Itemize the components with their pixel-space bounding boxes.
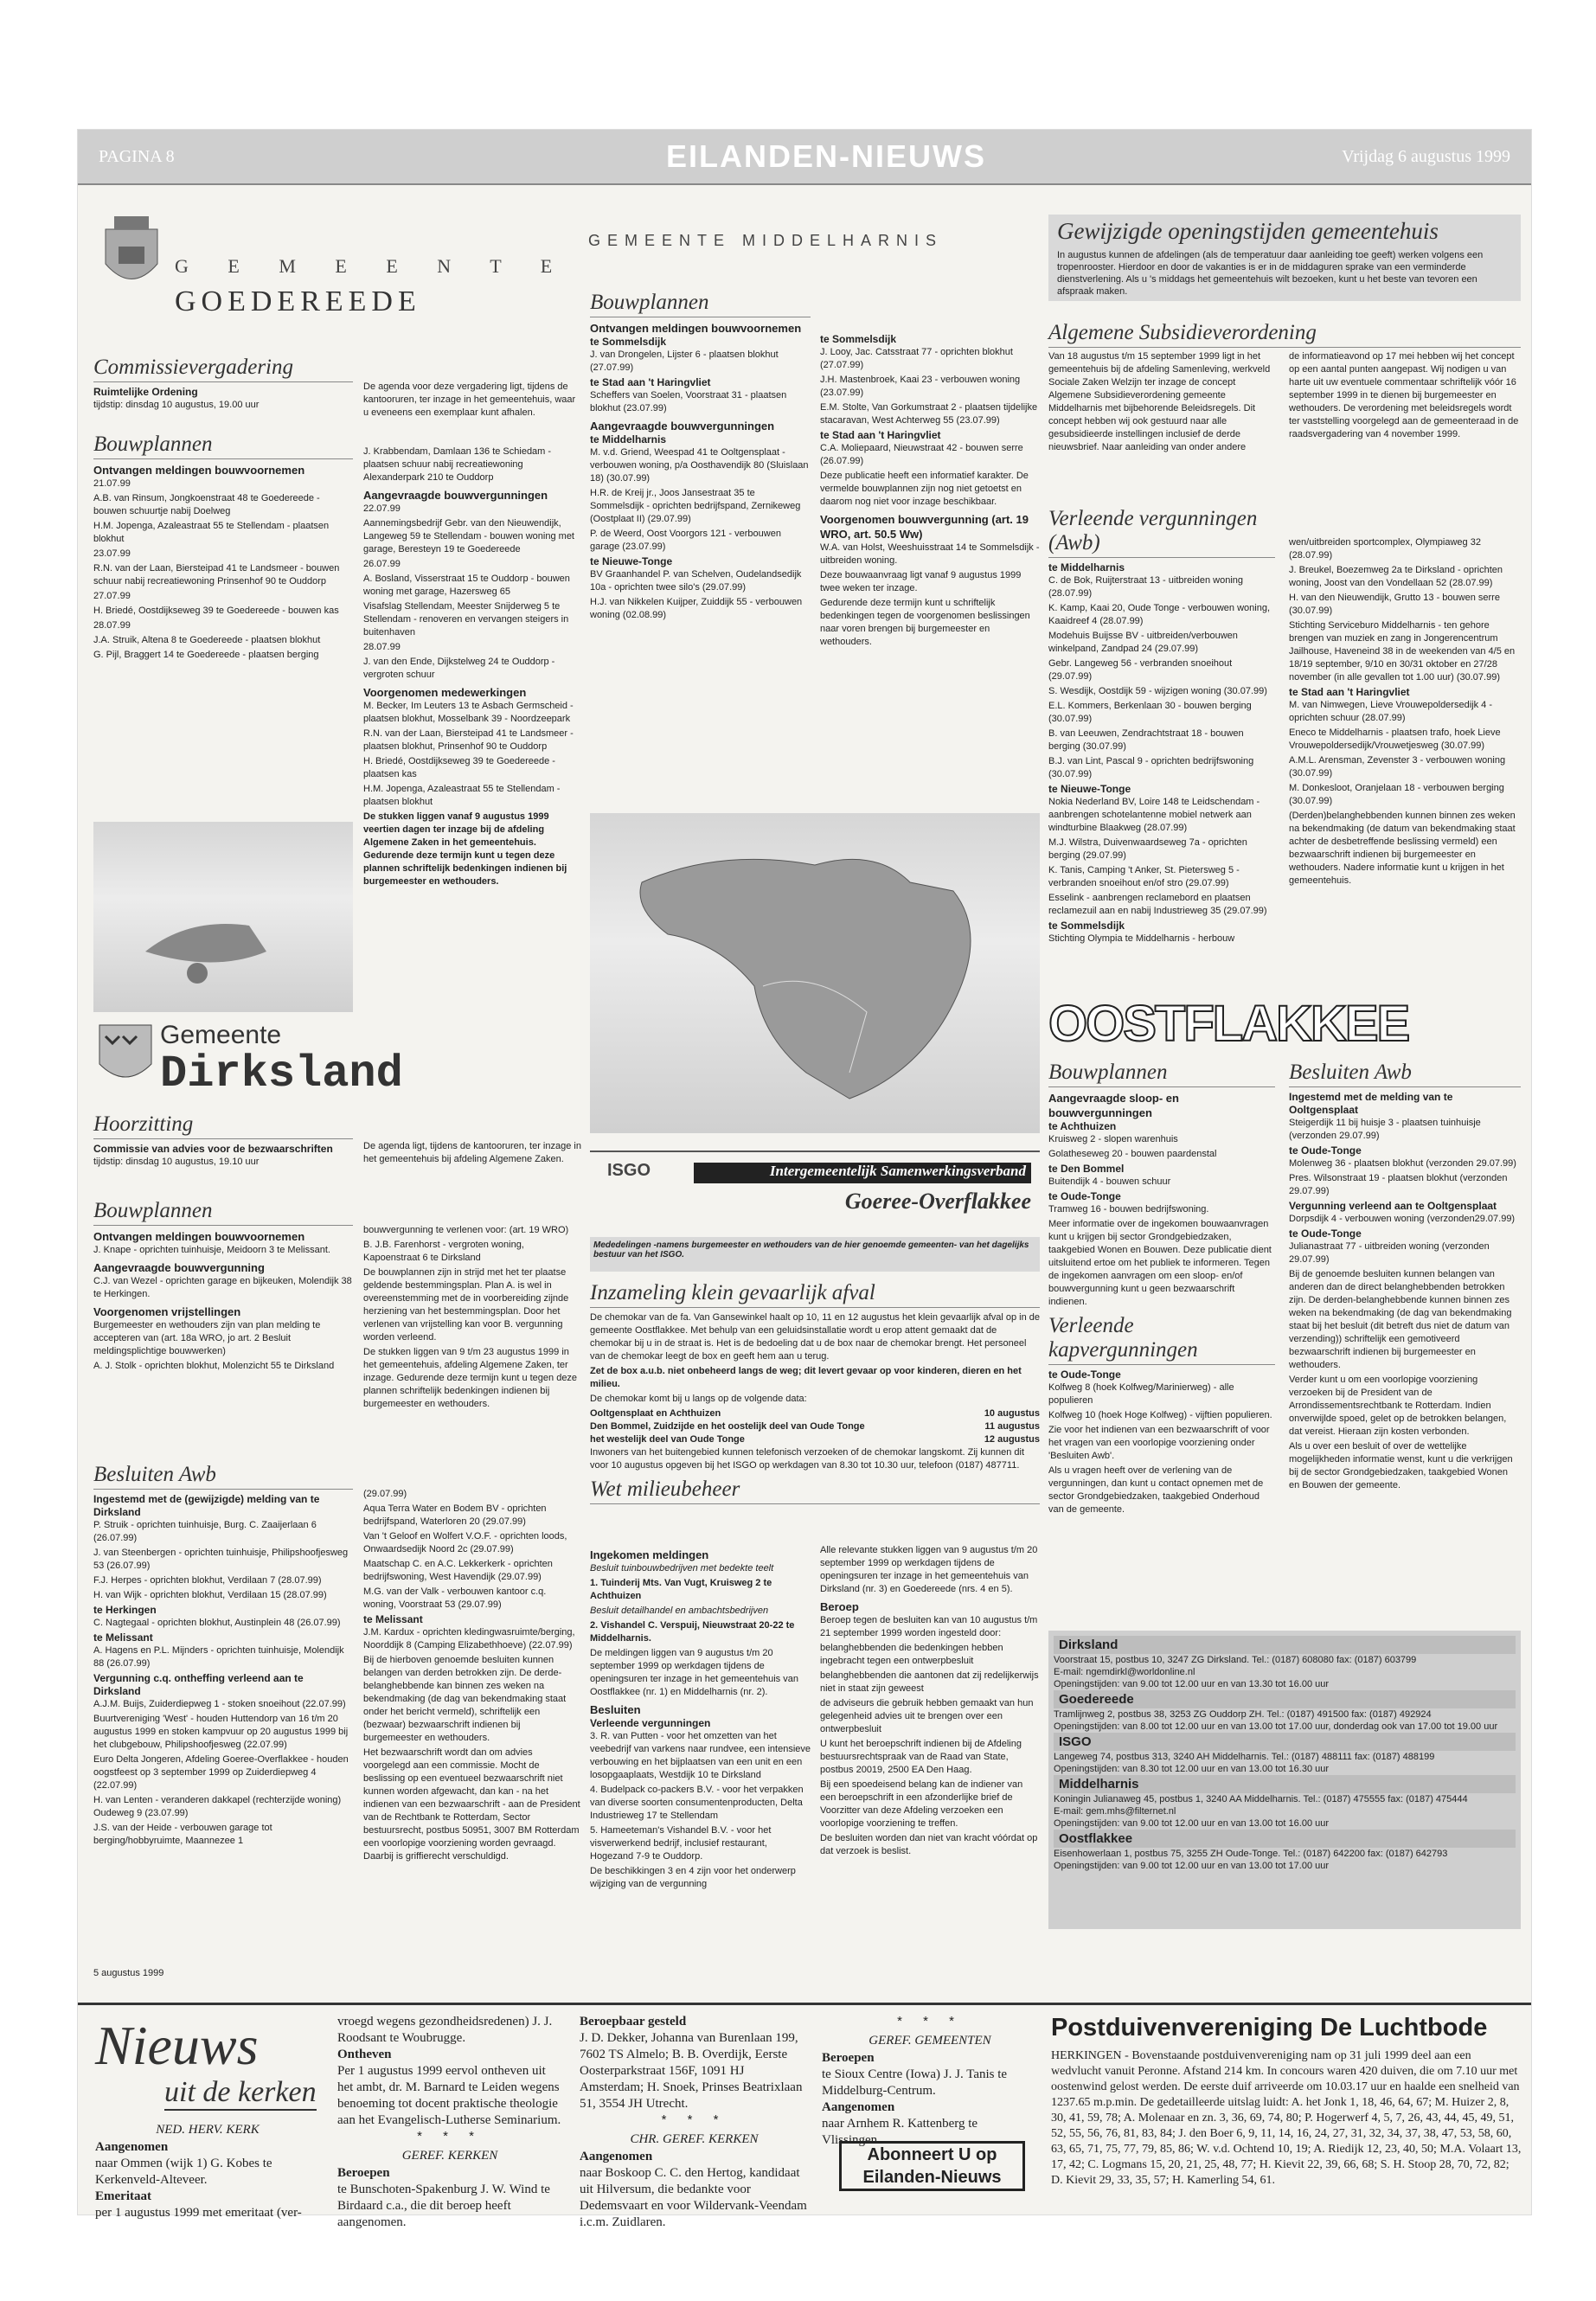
oostflakkee-left — [1048, 1055, 1275, 1515]
subhead: Beroepen — [337, 2166, 390, 2180]
item: 28.07.99 — [363, 642, 401, 652]
item: Tramweg 16 - bouwen bedrijfswoning. — [1048, 1204, 1209, 1215]
item: De besluiten worden dan niet van kracht vóórdat op dat verzoek is beslist. — [820, 1833, 1038, 1856]
subhead: Aangevraagde bouwvergunningen — [363, 489, 548, 502]
item: C. de Bok, Ruijterstraat 13 - uitbreiden woning (28.07.99) — [1048, 575, 1244, 599]
item: Deze publicatie heeft een informatief karakter. De vermelde bouwplannen zijn nog niet getoetst en daarom nog niet voor inzage beschikbaar. — [820, 471, 1029, 507]
inz-text: De chemokar van de fa. Van Gansewinkel haalt op 10, 11 en 12 augustus het klein gevaarlijk afval op in de gemeente Oostflakkee. Met behulp van een geluidsinstallatie wordt u erop attent gemaakt dat de chemokar bij u in de straat is. Het is de bedoeling dat u de box naar de chemokar brengt. Het personeel van de chemokar leegt de box en geeft hem aan u terug. — [590, 1312, 1040, 1362]
item: A.J.M. Buijs, Zuiderdiepweg 1 - stoken snoeihout (22.07.99) — [93, 1699, 346, 1709]
item: Buitendijk 4 - bouwen schuur — [1048, 1176, 1171, 1187]
item: M.J. Wilstra, Duivenwaardseweg 7a - oprichten berging (29.07.99) — [1048, 837, 1247, 861]
item: Besluit detailhandel en ambachtsbedrijven — [590, 1606, 769, 1616]
item: G. Pijl, Braggert 14 te Goedereede - plaatsen berging — [93, 650, 319, 660]
dirksland-crest — [95, 1021, 156, 1090]
subhead: Ingestemd met de melding van te Ooltgensplaat — [1289, 1091, 1453, 1116]
item: Maatschap C. en A.C. Lekkerkerk - oprichten bedrijfswoning, West Havendijk (29.07.99) — [363, 1559, 553, 1582]
item: H.M. Jopenga, Azaleastraat 55 te Stellendam - plaatsen blokhut — [93, 521, 330, 544]
item: Visafslag Stellendam, Meester Snijderweg 5 te Stellendam - renoveren en vervangen steigers in buitenhaven — [363, 601, 569, 638]
inz-inwoners: Inwoners van het buitengebied kunnen telefonisch verzoeken of de chemokar langskomt. Zij kunnen dit voor 10 augustus opgeven bij het ISGO op werkdagen van 8.30 tot 10.30 uur, telefoon (0187) 487711. — [590, 1447, 1025, 1471]
item: Stichting Serviceburo Middelharnis - ten gehore brengen van muziek en zang in Jongerencentrum Jailhouse, Haveneind 38 in de weekenden van 4/5 en 18/19 september, 9/10 en 30/31 oktober en 27/28 november (in alle gevallen tot 1.00 uur) (30.07.99) — [1289, 620, 1516, 683]
item: Deze bouwaanvraag ligt vanaf 9 augustus 1999 twee weken ter inzage. — [820, 570, 1022, 593]
item: Scheffers van Soelen, Voorstraat 31 - plaatsen blokhut (23.07.99) — [590, 390, 787, 413]
item: naar Arnhem R. Kattenberg te Vlissingen. — [822, 2117, 978, 2147]
isgo-header — [590, 1150, 1040, 1234]
subhead: te Oude-Tonge — [1289, 1227, 1362, 1240]
oostflakkee-logo: OOSTFLAKKEE — [1048, 996, 1409, 1052]
subhead: Voorgenomen vrijstellingen — [93, 1305, 241, 1318]
item: S. Wesdijk, Oostdijk 59 - wijzigen woning (30.07.99) — [1048, 686, 1267, 696]
of-sub: Aangevraagde sloop- en bouwvergunningen — [1048, 1092, 1179, 1119]
schedule-area: Den Bommel, Zuidzijde en het oostelijk deel van Oude Tonge — [590, 1421, 865, 1432]
item: 21.07.99 — [93, 478, 131, 489]
kerken-col2 — [337, 2014, 562, 2231]
item: K. Tanis, Camping 't Anker, St. Pietersweg 5 - verbranden snoeihout en/of stro (29.07.99) — [1048, 865, 1240, 888]
item: Het bezwaarschrift wordt dan om advies voorgelegd aan een commissie. Mocht de beslissing op een eventueel bezwaarschrift niet kunnen worden afgewacht, dan kan - na het indienen van een bezwaarschrift - aan de President van de Rechtbank te Rotterdam, Sector bestuursrecht, postbus 50951, 3007 BM Rotterdam een voorlopige voorziening worden gevraagd. Daarbij is griffierecht verschuldigd. — [363, 1747, 580, 1862]
hoor-line: tijdstip: dinsdag 10 augustus, 19.10 uur — [93, 1157, 260, 1167]
item: 22.07.99 — [363, 503, 401, 514]
subhead: Aangevraagde bouwvergunning — [93, 1261, 265, 1274]
subsidie-right-text: de informatieavond op 17 mei hebben wij het concept op een aantal punten aangepast. Wij nodigen u van harte uit uw eventuele commentaar schriftelijk vóór 16 september 1999 in te dienen bij burgemeester en wethouders. De verordening met beleidsregels wordt ter vaststelling voorgelegd aan de gemeenteraad in de raadsvergadering van 4 november 1999. — [1289, 351, 1519, 439]
subhead: Aangenomen — [822, 2100, 895, 2114]
item: Beroep tegen de besluiten kan van 10 augustus t/m 21 september 1999 worden ingesteld door: — [820, 1615, 1038, 1638]
item: Euro Delta Jongeren, Afdeling Goeree-Overflakkee - houden oogstfeest op 3 september 1999 op Zuiderdiepweg 4 (22.07.99) — [93, 1754, 349, 1791]
subhead: Vergunning verleend aan te Ooltgensplaat — [1289, 1200, 1497, 1212]
item: Julianastraat 77 - uitbreiden woning (verzonden 29.07.99) — [1289, 1241, 1490, 1265]
subhead: te Stad aan 't Haringvliet — [590, 376, 711, 388]
subhead: Aangenomen — [580, 2150, 653, 2163]
commissie-sub: Ruimtelijke Ordening — [93, 386, 198, 398]
item: J.S. van der Heide - verbouwen garage tot berging/hobbyruimte, Maannezee 1 — [93, 1823, 272, 1846]
item: M. van Nimwegen, Lieve Vrouwepoldersedijk 4 - oprichten schuur (28.07.99) — [1289, 700, 1492, 723]
schedule-area: het westelijk deel van Oude Tonge — [590, 1434, 745, 1445]
luchtbode-text: HERKINGEN - Bovenstaande postduivenvereniging nam op 31 juli 1999 deel aan een wedvlucht vanuit Peronne. Afstand 214 km. In concours waren 420 duiven, die om 7.10 uur met oostenwind gelost werden. De eerste duif arriveerde om 10.03.17 uur en haalde een snelheid van 1237.65 m.p.min. De gedetailleerde uitslag luidt: A. het Jonk 1, 18, 46, 64, 67; M. Huizer 2, 8, 30, 41, 59, 78; A. Molenaar en zn. 3, 36, 69, 74, 80; P. Hogerwerf 4, 5, 7, 26, 43, 44, 45, 49, 51, 52, 55, 56, 76, 81, 83, 84; J. den Boer 6, 9, 11, 14, 16, 24, 27, 31, 32, 34, 37, 38, 47, 53, 58, 60, 63, 65, 71, 75, 77, 79, 85, 86; W. v.d. Ochtend 10, 19; A. Riedijk 12, 23, 40, 50; M.A. Volaart 13, 17, 42; C. Logmans 15, 20, 21, 25, 48, 77; H. Kievit 22, 39, 66, 68; S. H. Stoop 28, 70, 72, 82; D. Kievit 29, 33, 35, 57; H. Kamerling 54, 61. — [1051, 2049, 1522, 2187]
item: A.B. van Rinsum, Jongkoenstraat 48 te Goedereede - bouwen schuurtje nabij Doelweg — [93, 493, 320, 516]
item: U kunt het beroepschrift indienen bij de Afdeling bestuursrechtspraak van de Raad van State, postbus 20019, 2500 EA Den Haag. — [820, 1739, 1022, 1775]
subhead: Besluiten — [590, 1703, 641, 1716]
goedereede-crest — [97, 212, 166, 294]
subhead: te Middelharnis — [590, 433, 667, 445]
schedule-date: 12 augustus — [984, 1434, 1040, 1445]
item: A. Hagens en P.L. Mijnders - oprichten tuinhuisje, Molendijk 88 (26.07.99) — [93, 1645, 344, 1669]
goedereede-photo — [93, 822, 353, 1012]
item: J.H. Mastenbroek, Kaai 23 - verbouwen woning (23.07.99) — [820, 375, 1021, 398]
office-line: Langeweg 74, postbus 313, 3240 AH Middelharnis. Tel.: (0187) 488111 fax: (0187) 488199 — [1054, 1752, 1435, 1762]
office-name: Dirksland — [1054, 1636, 1516, 1654]
kerken-col1 — [95, 2118, 320, 2221]
masthead: EILANDEN-NIEUWS — [666, 138, 986, 174]
item: Eneco te Middelharnis - plaatsen trafo, hoek Lieve Vrouwepoldersedijk/Vrouwetjesweg (30.07.99) — [1289, 727, 1501, 751]
item: W.A. van Holst, Weeshuisstraat 14 te Sommelsdijk - uitbreiden woning. — [820, 542, 1040, 566]
item: M. Donkesloot, Oranjelaan 18 - verbouwen berging (30.07.99) — [1289, 783, 1504, 806]
dirksland-bouw-right — [363, 1224, 581, 1436]
subhead: Aangevraagde bouwvergunningen — [590, 420, 775, 433]
item: J. Krabbendam, Damlaan 136 te Schiedam - plaatsen schuur nabij recreatiewoning Alexanderpark 210 te Ouddorp — [363, 446, 552, 483]
office-line: Eisenhowerlaan 1, postbus 75, 3255 ZH Oude-Tonge. Tel.: (0187) 642200 fax: (0187) 642793 — [1054, 1849, 1448, 1859]
item: R.N. van der Laan, Biersteipad 41 te Landsmeer - bouwen schuur nabij recreatiewoning Prinsenhof 90 te Ouddorp — [93, 563, 340, 586]
item: Golatheseweg 20 - bouwen paardenstal — [1048, 1149, 1217, 1159]
item: wen/uitbreiden sportcomplex, Olympiaweg 32 (28.07.99) — [1289, 537, 1481, 561]
item: K. Kamp, Kaai 20, Oude Tonge - verbouwen woning, Kaaidreef 4 (28.07.99) — [1048, 603, 1271, 626]
item: F.J. Herpes - oprichten blokhut, Verdilaan 7 (28.07.99) — [93, 1575, 322, 1586]
item: Meer informatie over de ingekomen bouwaanvragen kunt u krijgen bij sector Grondgebiedzaken, taakgebied Wonen en Bouwen. Deze publicatie dient uitsluitend ertoe om het publiek te informeren. Tegen de ingekomen aanvragen om een sloop- en/of bouwvergunning kunt u geen bezwaarschrift indienen. — [1048, 1219, 1272, 1307]
schedule-row — [590, 1407, 1040, 1420]
item: vroegd wegens gezondheidsredenen) J. J. Roodsant te Woubrugge. — [337, 2015, 553, 2045]
subhead: te Oude-Tonge — [1048, 1190, 1121, 1202]
subhead: te Melissant — [363, 1613, 423, 1625]
item: P. Struik - oprichten tuinhuisje, Burg. C. Zaaijerlaan 6 (26.07.99) — [93, 1520, 317, 1543]
separator-stars: * * * — [661, 2112, 727, 2127]
kerken-title: Nieuws — [95, 2015, 259, 2076]
mh-ontv: Ontvangen meldingen bouwvoornemen — [590, 322, 802, 335]
subsidie-title: Algemene Subsidieverordening — [1048, 321, 1521, 348]
wet-left — [590, 1544, 811, 1929]
item: J. Breukel, Boezemweg 2a te Dirksland - oprichten woning, Joost van den Vondellaan 52 (28.07.99) — [1289, 565, 1503, 588]
subsidie-left-text: Van 18 augustus t/m 15 september 1999 ligt in het gemeentehuis bij de afdeling Samenleving, werkveld Sociale Zaken Welzijn ter inzage de concept Algemene Subsidieverordening gemeente Middelharnis met bijbehorende Beleidsregels. Dit concept hebben wij ook gestuurd naar alle gesubsidieerde instellingen inclusief de derde nieuwsbrief. Naar aanleiding van onder andere — [1048, 351, 1271, 452]
goedereede-col-left — [93, 350, 353, 800]
wet-title: Wet milieubeheer — [590, 1477, 1040, 1504]
office-line: E-mail: gem.mhs@filternet.nl — [1054, 1806, 1176, 1817]
item: De bouwplannen zijn in strijd met het ter plaatse geldende bestemmingsplan. Plan A. is wel in overeenstemming met de in voorbereiding zijnde herziening van het bestemmingsplan. Door het verlenen van vrijstelling kan voor B. vergunning worden verleend. — [363, 1267, 569, 1343]
openingstijden-text: In augustus kunnen de afdelingen (als de temperatuur daar aanleiding toe geeft) werken volgens een tropenrooster. Hierdoor en door de vakanties is er in de middaguren sprake van een verminderde dienstverlening. Als u 's middags het gemeentehuis wilt bezoeken, kunt u het beste van tevoren een afspraak maken. — [1057, 250, 1484, 297]
dirksland-date: 5 augustus 1999 — [93, 1968, 164, 1978]
item: P. de Weerd, Oost Voorgors 121 - verbouwen garage (23.07.99) — [590, 529, 781, 552]
dirksland-besluiten-right — [363, 1488, 581, 1925]
item: de adviseurs die gebruik hebben gemaakt van hun gelegenheid advies uit te brengen over een ontwerpbesluit — [820, 1698, 1034, 1734]
item: A.M.L. Arensman, Zevenster 3 - verbouwen woning (30.07.99) — [1289, 755, 1506, 779]
item: 3. R. van Putten - voor het omzetten van het veebedrijf van varkens naar rundvee, een intensieve verbouwing en het bijplaatsen van een unit en een losopgaaplaats, Westdijk 10 te Dirksland — [590, 1731, 811, 1780]
office-line: Openingstijden: van 8.30 tot 12.00 uur en van 13.00 tot 16.30 uur — [1054, 1764, 1330, 1774]
item: J. Knape - oprichten tuinhuisje, Meidoorn 3 te Melissant. — [93, 1245, 330, 1255]
item: J. van Drongelen, Lijster 6 - plaatsen blokhut (27.07.99) — [590, 349, 779, 373]
issue-date: Vrijdag 6 augustus 1999 — [1342, 147, 1510, 166]
subhead: Emeritaat — [95, 2189, 151, 2203]
subhead: te Achthuizen — [1048, 1120, 1117, 1132]
item: H. Briedé, Oostdijkseweg 39 te Goedereede - plaatsen kas — [363, 756, 555, 779]
item: J.M. Kardux - oprichten kledingwasruimte/berging, Noorddijk 8 (Camping Elizabethhoeve) (22.07.99) — [363, 1627, 575, 1650]
goedereede-col-right — [363, 381, 581, 1038]
subhead: Ingekomen meldingen — [590, 1548, 709, 1561]
goedereede-bouw-title: Bouwplannen — [93, 433, 353, 459]
item: 23.07.99 — [93, 548, 131, 559]
island-map-image — [590, 813, 1040, 1133]
openingstijden-title: Gewijzigde openingstijden gemeentehuis — [1057, 218, 1439, 244]
item: Alle relevante stukken liggen van 9 augustus t/m 20 september 1999 op werkdagen tijdens de openingsuren ter inzage in het gemeentehuis van Dirksland (nr. 3) en Goedereede (nrs. 4 en 5). — [820, 1545, 1038, 1594]
item: J.A. Struik, Altena 8 te Goedereede - plaatsen blokhut — [93, 635, 321, 645]
item: H. Briedé, Oostdijkseweg 39 te Goedereede - bouwen kas — [93, 606, 339, 616]
subhead: Verleende vergunningen — [590, 1717, 711, 1729]
oostflakkee-right — [1289, 1055, 1521, 1490]
office-line: Openingstijden: van 8.00 tot 12.00 uur en van 13.00 tot 17.00 uur, donderdag ook van 17.00 tot 19.00 uur — [1054, 1721, 1498, 1732]
hoor-title: Hoorzitting — [93, 1112, 353, 1139]
subhead: Beroepbaar gesteld — [580, 2015, 687, 2029]
item: Gebr. Langeweg 56 - verbranden snoeihout (29.07.99) — [1048, 658, 1233, 682]
item: Bij een spoedeisend belang kan de indiener van een beroepschrift in een afzonderlijke brief de Voorzitter van deze Afdeling verzoeken een voorlopige voorziening te treffen. — [820, 1779, 1023, 1829]
subhead: te Melissant — [93, 1631, 153, 1644]
dirksland-besluiten-left — [93, 1458, 353, 1925]
item: De meldingen liggen van 9 augustus t/m 20 september 1999 op werkdagen tijdens de openingsuren ter inzage in het gemeentehuis van Oostflakkee (nr. 1) en Middelharnis (nr. 2). — [590, 1648, 798, 1697]
schedule-date: 10 augustus — [984, 1408, 1040, 1419]
church-name: NED. HERV. KERK — [156, 2123, 260, 2137]
item: naar Ommen (wijk 1) G. Kobes te Kerkenveld-Alteveer. — [95, 2157, 272, 2187]
item: Van 't Geloof en Wolfert V.O.F. - oprichten loods, Onwaardsedijk Noord 2c (29.07.99) — [363, 1531, 567, 1554]
inz-plan: De chemokar komt bij u langs op de volgende data: — [590, 1394, 807, 1404]
page-header — [78, 130, 1531, 185]
subhead: te Stad aan 't Haringvliet — [1289, 686, 1410, 698]
dirksland-hoor-right — [363, 1140, 581, 1192]
office-line: E-mail: ngemdirkl@worldonline.nl — [1054, 1667, 1195, 1677]
item: te Sioux Centre (Iowa) J. J. Tanis te Middelburg-Centrum. — [822, 2067, 1008, 2098]
newspaper-page — [78, 130, 1531, 2229]
hoor-sub: Commissie van advies voor de bezwaarschriften — [93, 1143, 333, 1155]
office-line: Tramlijnweg 2, postbus 38, 3253 ZG Ouddorp ZH. Tel.: (0187) 491500 fax: (0187) 492924 — [1054, 1709, 1432, 1720]
item: Buurtvereniging 'West' - houden Huttendorp van 16 t/m 20 augustus 1999 en stoken kampvuur op 20 augustus 1999 bij het clubgebouw, Philipshoofjesweg (22.07.99) — [93, 1714, 349, 1750]
office-name: Goedereede — [1054, 1690, 1516, 1708]
divider — [78, 2003, 1531, 2005]
abonneer-box: Abonneert U op Eilanden-Nieuws — [839, 2141, 1025, 2191]
item: Kolfweg 10 (hoek Hoge Kolfweg) - vijftien populieren. — [1048, 1410, 1272, 1420]
item: 4. Budelpack co-packers B.V. - voor het verpakken van diverse soorten consumentenproducten, Delta Industrieweg 17 te Stellendam — [590, 1785, 804, 1821]
church-name: CHR. GEREF. KERKEN — [630, 2132, 759, 2146]
item: B.J. van Lint, Pascal 9 - oprichten bedrijfswoning (30.07.99) — [1048, 756, 1254, 779]
item: C. Nagtegaal - oprichten blokhut, Austinplein 48 (26.07.99) — [93, 1618, 341, 1628]
subhead: Voorgenomen medewerkingen — [363, 686, 527, 699]
item: Als u over een besluit of over de wettelijke mogelijkheden informatie wenst, kunt u die verkrijgen bij de sector Grondgebiedzaken, taakgebied Wonen en Bouwen der gemeente. — [1289, 1441, 1513, 1490]
item: M.G. van der Valk - verbouwen kantoor c.q. woning, Voorstraat 53 (29.07.99) — [363, 1586, 547, 1610]
item: Aannemingsbedrijf Gebr. van den Nieuwendijk, Langeweg 59 te Stellendam - bouwen woning met garage, Beresteyn 19 te Goedereede — [363, 518, 574, 554]
subhead: te Oude-Tonge — [1048, 1368, 1121, 1381]
item: Modehuis Buijsse BV - uitbreiden/verbouwen winkelpand, Zandpad 24 (29.07.99) — [1048, 631, 1238, 654]
dirksland-logo-top: Gemeente — [160, 1021, 282, 1049]
item: belanghebbenden die bedenkingen hebben ingebracht tegen een ontwerpbesluit — [820, 1643, 1003, 1666]
isgo-name: Goeree-Overflakkee — [844, 1189, 1031, 1214]
item: te Bunschoten-Spakenburg J. W. Wind te Birdaard c.a., die dit beroep heeft aangenomen. — [337, 2182, 550, 2229]
besluiten-title: Besluiten Awb — [93, 1463, 353, 1490]
item: Stichting Olympia te Middelharnis - herbouw — [1048, 933, 1235, 944]
item: Aqua Terra Water en Bodem BV - oprichten bedrijfspand, Waterloren 20 (29.07.99) — [363, 1503, 547, 1527]
item: Zie voor het indienen van een bezwaarschrift of voor het vragen van een voorlopige voorziening onder 'Besluiten Awb'. — [1048, 1425, 1270, 1461]
item: Bij de genoemde besluiten kunnen belangen van anderen dan de direct belanghebbenden betrokken zijn. De derden-belanghebbende kunnen binnen zes weken na bekendmaking (de dag van bekendmaking staat bij het besluit (dit betreft dus niet de datum van verzending)) schriftelijk een gemotiveerd bezwaarschrift indienen bij burgemeester en wethouders. — [1289, 1269, 1512, 1370]
office-name: Middelharnis — [1054, 1775, 1516, 1793]
office-line: Openingstijden: van 9.00 tot 12.00 uur en van 13.00 tot 16.00 uur — [1054, 1818, 1330, 1829]
offices-box — [1048, 1631, 1521, 1929]
inz-title: Inzameling klein gevaarlijk afval — [590, 1281, 1040, 1308]
item: De stukken liggen van 9 t/m 23 augustus 1999 in het gemeentehuis, afdeling Algemene Zaken, ter inzage. Gedurende deze termijn kunt u tegen deze plannen schriftelijk bedenkingen indienen bij burgemeester en wethouders. — [363, 1347, 578, 1409]
subhead: te Herkingen — [93, 1604, 157, 1616]
item: naar Boskoop C. C. den Hertog, kandidaat uit Hilversum, die bedankte voor Dedemsvaart en voor Wildervank-Veendam i.c.m. Zuidlaren. — [580, 2166, 807, 2229]
subhead: Beroepen — [822, 2051, 875, 2065]
middelharnis-col1 — [590, 285, 811, 796]
office-line: Openingstijden: van 9.00 tot 12.00 uur en van 13.00 tot 17.00 uur — [1054, 1861, 1330, 1871]
goedereede-agenda: De agenda voor deze vergadering ligt, tijdens de kantooruren, ter inzage in het gemeentehuis, waar u eveneens een exemplaar kunt afhalen. — [363, 381, 576, 418]
item: per 1 augustus 1999 met emeritaat (ver- — [95, 2206, 302, 2220]
separator-stars: * * * — [897, 2014, 963, 2029]
item: J. D. Dekker, Johanna van Burenlaan 199, 7602 TS Almelo; B. B. Overdijk, Eerste Oosterparkstraat 156F, 1091 HJ Amsterdam; H. Snoek, Prinses Beatrixlaan 51, 3554 JH Utrecht. — [580, 2031, 803, 2111]
dirksland-logo-name: Dirksland — [160, 1048, 403, 1099]
item: B. van Leeuwen, Zendrachtstraat 18 - bouwen berging (30.07.99) — [1048, 728, 1244, 752]
item: Dorpsdijk 4 - verbouwen woning (verzonden29.07.99) — [1289, 1214, 1516, 1224]
commissie-title: Commissievergadering — [93, 356, 353, 382]
item: H.M. Jopenga, Azaleastraat 55 te Stellendam - plaatsen blokhut — [363, 784, 561, 807]
item: Per 1 augustus 1999 eervol ontheven uit het ambt, dr. M. Barnard te Leiden wegens benoeming tot docent praktische theologie aan het Evangelisch-Lutherse Seminarium. — [337, 2064, 561, 2127]
awb-title: Verleende vergunningen (Awb) — [1048, 507, 1275, 558]
of-bouw-title: Bouwplannen — [1048, 1061, 1275, 1087]
office-line: Koningin Julianaweg 45, postbus 1, 3240 AA Middelharnis. Tel.: (0187) 475555 fax: (0187) 475444 — [1054, 1794, 1468, 1804]
item: B. J.B. Farenhorst - vergroten woning, Kapoenstraat 6 te Dirksland — [363, 1240, 524, 1263]
item: Esselink - aanbrengen reclamebord en plaatsen reclamezuil aan en nabij Industrieweg 35 (29.07.99) — [1048, 893, 1267, 916]
kerken-col3 — [580, 2014, 809, 2231]
item: A. Bosland, Visserstraat 15 te Ouddorp - bouwen woning met garage, Hazersweg 65 — [363, 574, 570, 597]
item: 26.07.99 — [363, 559, 401, 569]
item: 28.07.99 — [93, 620, 131, 631]
item: Molenweg 36 - plaatsen blokhut (verzonden 29.07.99) — [1289, 1158, 1516, 1169]
item: H. van den Nieuwendijk, Grutto 13 - bouwen serre (30.07.99) — [1289, 593, 1500, 616]
item: 27.07.99 — [93, 591, 131, 601]
schedule-area: Ooltgensplaat en Achthuizen — [590, 1408, 721, 1419]
openingstijden-box — [1048, 215, 1521, 301]
inz-warning: Zet de box a.u.b. niet onbeheerd langs de weg; dit levert gevaar op voor kinderen, dieren en het milieu. — [590, 1366, 1022, 1389]
office-name: Oostflakkee — [1054, 1830, 1516, 1848]
middelharnis-logo: GEMEENTE MIDDELHARNIS — [588, 232, 944, 249]
item: Besluit tuinbouwbedrijven met bedekte teelt — [590, 1563, 774, 1574]
item: Kruisweg 2 - slopen warenhuis — [1048, 1134, 1178, 1144]
inzameling-section — [590, 1276, 1040, 1540]
subhead: Voorgenomen bouwvergunning (art. 19 WRO, art. 50.5 Ww) — [820, 513, 1029, 541]
item: (29.07.99) — [363, 1489, 407, 1499]
item: (Derden)belanghebbenden kunnen binnen zes weken na bekendmaking (de datum van bekendmaking staat achter de desbetreffende beslissing vermeld) een bezwaarschrift indienen bij burgemeester en wethouders. Nadere informatie kunt u krijgen in het gemeentehuis. — [1289, 811, 1516, 886]
item: C.J. van Wezel - oprichten garage en bijkeuken, Molendijk 38 te Herkingen. — [93, 1276, 352, 1299]
subhead: te Sommelsdijk — [820, 333, 897, 345]
item: Kolfweg 8 (hoek Kolfweg/Marinierweg) - alle populieren — [1048, 1382, 1234, 1406]
page-number: PAGINA 8 — [99, 147, 175, 166]
item: A. J. Stolk - oprichten blokhut, Molenzicht 55 te Dirksland — [93, 1361, 335, 1371]
item: R.N. van der Laan, Biersteipad 41 te Landsmeer - plaatsen blokhut, Prinsenhof 90 te Ouddorp — [363, 728, 574, 752]
church-name: GEREF. KERKEN — [401, 2149, 498, 2163]
item: M. Becker, Im Leuters 13 te Asbach Germscheid - plaatsen blokhut, Mosselbank 39 - Noordzeepark — [363, 701, 574, 724]
dirksland-bouw-title: Bouwplannen — [93, 1199, 353, 1226]
item: 1. Tuinderij Mts. Van Vugt, Kruisweg 2 te Achthuizen — [590, 1578, 772, 1601]
item: J. Looy, Jac. Catsstraat 77 - oprichten blokhut (27.07.99) — [820, 347, 1013, 370]
isgo-logo: ISGO — [607, 1161, 651, 1180]
subhead: Ontvangen meldingen bouwvoornemen — [93, 1230, 305, 1243]
subhead: te Middelharnis — [1048, 561, 1125, 574]
item: J. van den Ende, Dijkstelweg 24 te Ouddorp - vergroten schuur — [363, 657, 555, 680]
isgo-org: Intergemeentelijk Samenwerkingsverband — [694, 1163, 1031, 1183]
subhead: Aangenomen — [95, 2140, 169, 2154]
isgo-note: Mededelingen -namens burgemeester en wethouders van de hier genoemde gemeenten- van het dagelijks bestuur van het ISGO. — [590, 1237, 1040, 1272]
kerken-subtitle: uit de kerken — [164, 2076, 317, 2111]
goedereede-ontv: Ontvangen meldingen bouwvoornemen — [93, 464, 305, 477]
schedule-row — [590, 1420, 1040, 1433]
office-line: Openingstijden: van 9.00 tot 12.00 uur en van 13.30 tot 16.00 uur — [1054, 1679, 1330, 1689]
wet-right — [820, 1544, 1041, 1929]
middelharnis-col2 — [820, 333, 1041, 800]
awb-left — [1048, 502, 1275, 986]
dirksland-bouw-left — [93, 1194, 353, 1436]
item: M. v.d. Griend, Weespad 41 te Ooltgensplaat - verbouwen woning, p/a Oosthavendijk 80 (Sluislaan 18) (30.07.99) — [590, 447, 809, 484]
dirksland-hoor — [93, 1107, 353, 1189]
subhead: Beroep — [820, 1600, 859, 1613]
commissie-line: tijdstip: dinsdag 10 augustus, 19.00 uur — [93, 400, 260, 410]
item: J. van Steenbergen - oprichten tuinhuisje, Philipshoofjesweg 53 (26.07.99) — [93, 1548, 349, 1571]
church-name: GEREF. GEMEENTEN — [869, 2034, 991, 2048]
subsidie-left — [1048, 350, 1275, 489]
item: Pres. Wilsonstraat 19 - plaatsen blokhut (verzonden 29.07.99) — [1289, 1173, 1508, 1196]
item: Als u vragen heeft over de verlening van de vergunningen, dan kunt u contact opnemen met de sector Grondgebiedzaken, taakgebied Onderhoud van de gemeente. — [1048, 1465, 1264, 1515]
subhead: te Sommelsdijk — [590, 336, 667, 348]
item: H.R. de Kreij jr., Joos Jansestraat 35 te Sommelsdijk - oprichten bedrijfspand, Zernikeweg (Oostplaat II) (29.07.99) — [590, 488, 801, 524]
item: De stukken liggen vanaf 9 augustus 1999 veertien dagen ter inzage bij de afdeling Algemene Zaken in het gemeentehuis. Gedurende deze termijn kunt u tegen deze plannen schriftelijk bedenkingen indienen bij burgemeester en wethouders. — [363, 811, 567, 887]
item: 5. Hameeteman's Vishandel B.V. - voor het visverwerkend bedrijf, inclusief restaurant, Hogezand 7-9 te Ouddorp. — [590, 1825, 772, 1862]
subhead: te Stad aan 't Haringvliet — [820, 429, 941, 441]
item: Burgemeester en wethouders zijn van plan melding te accepteren van (art. 18a WRO, jo art. 2 Besluit meldingsplichtige bouwwerken) — [93, 1320, 321, 1356]
item: C.A. Moliepaard, Nieuwstraat 42 - bouwen serre (26.07.99) — [820, 443, 1023, 466]
item: H. van Wijk - oprichten blokhut, Verdilaan 15 (28.07.99) — [93, 1590, 327, 1600]
item: BV Graanhandel P. van Schelven, Oudelandsedijk 10a - oprichten twee silo's (29.07.99) — [590, 569, 802, 593]
subhead: te Sommelsdijk — [1048, 920, 1125, 932]
subhead: Vergunning c.q. ontheffing verleend aan te Dirksland — [93, 1672, 304, 1697]
mh-bouw-title: Bouwplannen — [590, 291, 811, 317]
goedereede-logo-top: G E M E E N T E — [175, 255, 570, 277]
item: bouwvergunning te verlenen voor: (art. 19 WRO) — [363, 1225, 569, 1235]
item: 2. Vishandel C. Verspuij, Nieuwstraat 20-22 te Middelharnis. — [590, 1620, 795, 1644]
office-line: Voorstraat 15, postbus 10, 3247 ZG Dirksland. Tel.: (0187) 608080 fax: (0187) 603799 — [1054, 1655, 1417, 1665]
subsidie-right — [1289, 350, 1521, 489]
separator-stars: * * * — [417, 2129, 483, 2144]
subhead: te Den Bommel — [1048, 1163, 1125, 1175]
item: H.J. van Nikkelen Kuijper, Zuiddijk 55 - verbouwen woning (02.08.99) — [590, 597, 803, 620]
schedule-row — [590, 1433, 1040, 1446]
item: belanghebbenden die aantonen dat zij redelijkerwijs niet in staat zijn geweest — [820, 1670, 1039, 1694]
item: De beschikkingen 3 en 4 zijn voor het onderwerp wijziging van de vergunning — [590, 1866, 796, 1889]
subhead: te Nieuwe-Tonge — [1048, 783, 1131, 795]
item: Bij de hierboven genoemde besluiten kunnen belangen van derden betrokken zijn. De derde-belanghebbende kan binnen zes weken na bekendmaking (de dag van bekendmaking staat onder het bericht vermeld), schriftelijk een (bezwaar) bezwaarschrift indienen bij burgemeester en wethouders. — [363, 1655, 567, 1743]
subhead: te Nieuwe-Tonge — [590, 555, 673, 567]
of-besl-title: Besluiten Awb — [1289, 1061, 1521, 1087]
item: E.L. Kommers, Berkenlaan 30 - bouwen berging (30.07.99) — [1048, 701, 1252, 724]
kerken-col4 — [822, 2014, 1038, 2149]
schedule-date: 11 augustus — [984, 1421, 1040, 1432]
item: Verder kunt u om een voorlopige voorziening verzoeken bij de President van de Arrondissementsrechtbank te Rotterdam. Indien onverwijlde spoed, gelet op de betrokken belangen, dat vereist. Hieraan zijn kosten verbonden. — [1289, 1375, 1507, 1437]
subhead: te Oude-Tonge — [1289, 1144, 1362, 1157]
item: H. van Lenten - veranderen dakkapel (rechterzijde woning) Oudeweg 9 (23.07.99) — [93, 1795, 342, 1818]
item: Nokia Nederland BV, Loire 148 te Leidschendam - aanbrengen schotelantenne mobiel netwerk aan windturbine Blaakweg (28.07.99) — [1048, 797, 1260, 833]
item: E.M. Stolte, Van Gorkumstraat 2 - plaatsen tijdelijke stacaravan, West Achterweg 55 (23.07.99) — [820, 402, 1038, 426]
office-name: ISGO — [1054, 1733, 1516, 1751]
goedereede-logo-name: GOEDEREEDE — [175, 285, 421, 317]
subhead: Ingestemd met de (gewijzigde) melding van te Dirksland — [93, 1493, 320, 1518]
awb-right — [1289, 536, 1521, 986]
luchtbode-title: Postduivenvereniging De Luchtbode — [1051, 2014, 1488, 2041]
item: Steigerdijk 11 bij huisje 3 - plaatsen tuinhuisje (verzonden 29.07.99) — [1289, 1118, 1481, 1141]
item: Gedurende deze termijn kunt u schriftelijk bedenkingen tegen de voorgenomen beslissingen naar voren brengen bij burgemeester en wethouders. — [820, 598, 1030, 647]
of-kap-title: Verleende kapvergunningen — [1048, 1314, 1275, 1365]
hoor-right: De agenda ligt, tijdens de kantooruren, ter inzage in het gemeentehuis bij afdeling Algemene Zaken. — [363, 1141, 581, 1164]
subhead: Ontheven — [337, 2048, 392, 2061]
